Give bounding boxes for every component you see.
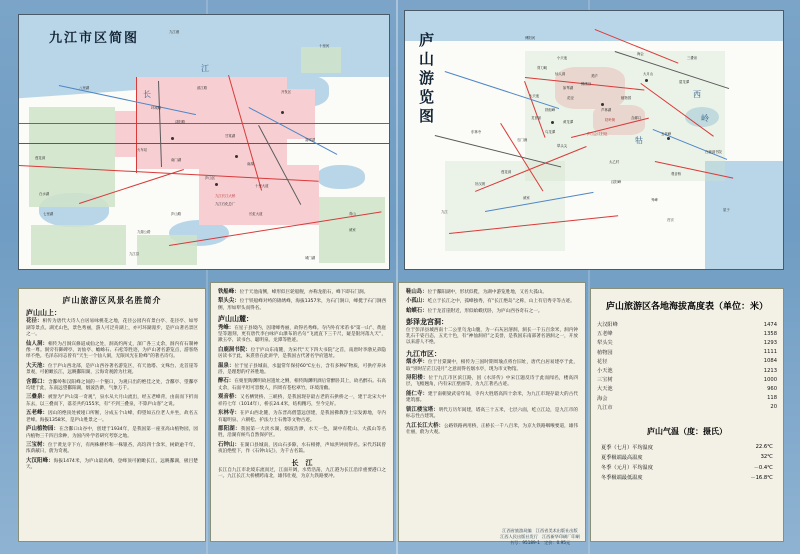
map-right-label-13: 如琴湖 xyxy=(563,86,574,90)
map-right-label-16: 植物园 xyxy=(621,96,632,100)
map-right-label-10: 乌龙潭 xyxy=(545,130,556,134)
map-right-label-27: 威家 xyxy=(523,196,530,200)
map-right-label-18: 石门涧 xyxy=(517,138,528,142)
entry: 五老峰：因山的绝顶处被垭口所断，分成五个山峰，仰望如五位老人并坐，故名五老峰。海拔1358米，是庐山胜景之一。 xyxy=(26,410,198,423)
map-right-label-20: 好汉坡 xyxy=(475,182,486,186)
map-left-label-18: 环城路 xyxy=(151,106,162,110)
entry: 浔阳楼：位于九江市区滨江路，因《水浒传》中宋江题反诗于此而闻名，楼高四层，飞檐翘角，内有宋江壁画等，为九江著名古迹。 xyxy=(406,375,578,388)
entry: 白鹿洞书院：位于庐山东南麓，为宋代“天下四大书院”之首，南唐时李渤兄弟隐居读书于此，朱熹曾在此讲学，是我国古代著名学府遗址。 xyxy=(218,346,386,360)
map-left-big-label-1: 江 xyxy=(201,64,211,73)
map-right-label-25: 归宗 xyxy=(667,218,674,222)
map-left-label-24: 青山 xyxy=(349,212,356,216)
map-right-label-9: 大天池 xyxy=(529,94,540,98)
map-left-label-14: 莲花洞 xyxy=(35,156,46,160)
map-right-label-7: 白鹿洞书院 xyxy=(705,150,722,154)
map-lushan-tour[interactable] xyxy=(404,10,784,270)
entry: 醉石：在栗里陶渊明故居遗址之侧，相传陶渊明酒后常醉卧其上，故名醉石。石高丈余，石面平坦可容数人，四周有苍松翠竹，环境清幽。 xyxy=(218,378,386,391)
entry: 花径：相传为唐代大诗人白居易咏桃花之地，花径公园内有景白亭、花径亭、如琴湖等景点。湖光山色，景色秀丽，游人可泛舟湖上，亦可环湖漫步，是庐山著名景区之一。 xyxy=(26,318,198,338)
map-right-label-32: 铁船峰 xyxy=(545,108,556,112)
entry: 三叠泉：被誉为“庐山第一奇观”，泉水从大月山流出，经五老峰背，由南而下折而东去，以三叠而下，落差共约155米，有“不到三叠泉，不算庐山客”之说。 xyxy=(26,394,198,407)
map-right-label-0: 大月山 xyxy=(643,72,654,76)
map-left-label-20: 十里大道 xyxy=(255,184,269,188)
map-right-label-19: 剪刀峡 xyxy=(537,66,548,70)
entry: 锁江楼宝塔：明代万历年间建，塔高三十五米，七层六面，屹立江边，是九江市的标志性古建筑。 xyxy=(406,406,578,420)
map-right-big-label-0: 西 xyxy=(693,90,703,99)
map-left-label-6: 九江长江大桥 xyxy=(215,194,236,198)
footer-line-3: 书号：95189-1 定价：0.95元 xyxy=(509,540,571,545)
map-left-title: 九江市区简图 xyxy=(49,31,140,46)
map-left-label-13: 南门湖 xyxy=(171,158,182,162)
table-row: 夏季极端最高温度 32℃ xyxy=(601,454,773,462)
entry: 大汉阳峰：海拔1474米，为庐山最高峰，登峰顶可俯瞰长江，远眺鄱湖，极目楚天。 xyxy=(26,457,198,471)
map-left-label-19: 滨江路 xyxy=(197,86,208,90)
panel1-section: 庐山山上： xyxy=(26,309,61,317)
table-row: 花径 1084 xyxy=(597,358,777,365)
map-right-label-22: 秀峰 xyxy=(651,198,658,202)
map-right-big-label-1: 岭 xyxy=(701,114,711,123)
map-right-label-29: 牯岭街 xyxy=(605,118,616,122)
map-right-label-14: 美庐 xyxy=(591,74,598,78)
entry: 大天池：位于庐山西北部，是庐山西谷著名游览区，有天池塔、文殊台、龙首崖等景观，可俯瞰长江，远眺鄱阳湖，云海奇观蔚为壮观。 xyxy=(26,362,198,376)
map-left-label-8: 庐山区 xyxy=(205,176,216,180)
map-right-label-36: 碧龙潭 xyxy=(679,80,690,84)
entry: 小孤山：屹立于长江之中，孤峰独秀，有“长江绝岛”之称，山上有启秀寺等古迹。 xyxy=(406,298,575,305)
map-right-label-11: 黄龙潭 xyxy=(563,120,574,124)
panel-altitude-temperature xyxy=(590,288,784,542)
map-right-label-5: 仙人洞 xyxy=(555,72,566,76)
table-row: 冬季极端最低温度 －16.8℃ xyxy=(601,475,773,482)
table-row: 夏季（七月）平均温度 22.6℃ xyxy=(601,444,773,452)
map-right-label-17: 小天池 xyxy=(557,56,568,60)
entry: 温泉：位于星子县城南，水温常年保持60℃左右，含有多种矿物质，可供疗养沐浴，是理想的疗养胜地。 xyxy=(218,362,386,376)
entry: 石钟山：在湖口县城南，因山石多隙，水石相搏，声如洪钟而得名。宋代苏轼曾夜泊绝壁下，作《石钟山记》，为千古名篇。 xyxy=(218,441,386,455)
table-row: 冬季（元月）平均温度 －0.4℃ xyxy=(601,465,773,472)
map-left-label-9: 火车站 xyxy=(137,148,148,152)
map-left-label-25: 威家 xyxy=(349,228,356,232)
map-left-label-22: 九江县 xyxy=(129,252,140,256)
map-left-label-11: 九江石化总厂 xyxy=(215,202,236,206)
map-left-label-2: 南湖 xyxy=(247,162,254,166)
panel2-river-text: 长江自九江市北境东流而过，江面开阔，水势浩荡，九江港为长江沿岸重要港口之一。九江长江大桥横跨南北，雄伟壮观，为京九铁路要冲。 xyxy=(218,467,386,480)
entry: 庐山植物园：在含鄱口山谷中，创建于1934年，是我国第一座亚高山植物园，园内植物三千四百余种，为国内外学者研究考察之地。 xyxy=(26,426,198,439)
map-right-big-label-2: 牯 xyxy=(635,136,645,145)
altitude-table xyxy=(591,320,783,412)
map-left-label-3: 白水湖 xyxy=(39,192,50,196)
map-right-label-15: 庐山会议旧址 xyxy=(587,132,608,136)
entry: 含鄱口：含鄱岭和汉阳峰之间的一个壑口，为观日出的绝佳之处，含鄱亭、望鄱亭均建于此，东南远望鄱阳湖，烟波浩渺，气象万千。 xyxy=(26,378,198,392)
panel3-section: 彭泽龙宫洞： xyxy=(406,318,448,327)
map-right-title: 庐山游览图 xyxy=(419,31,437,125)
panel-mountain-foot xyxy=(210,282,394,542)
map-right-label-2: 含鄱口 xyxy=(631,116,642,120)
map-jiujiang-city[interactable] xyxy=(18,14,390,270)
entry: 犁头尖：位于铁船峰对峙的锦绣峰，海拔1357米，为石门涧口，峰挺于石门涧西侧，形如犁头而得名。 xyxy=(218,298,386,311)
entry: 观音桥：又名栖贤桥、三峡桥，是我国现存最古老的石拱桥之一，建于北宋大中祥符七年（1014年），桥长24.4米，结构精巧，至今完好。 xyxy=(218,394,386,407)
table-row: 大汉阳峰 1474 xyxy=(597,321,777,329)
panel2-section: 庐山山麓： xyxy=(218,315,253,324)
entry: 能仁寺：建于南朝梁武帝年间，寺内大胜塔高四十余米，为九江市现存最大的古代建筑群。 xyxy=(406,390,578,404)
map-right-label-12: 芦林湖 xyxy=(601,108,612,112)
map-right-label-30: 九江 xyxy=(441,210,448,214)
map-right-label-23: 观音桥 xyxy=(671,172,682,176)
table-row: 犁头尖 1293 xyxy=(597,339,777,347)
temperature-table-title: 庐山气温（度：摄氏） xyxy=(647,426,727,436)
map-left-label-7: 浔阳路 xyxy=(175,120,186,124)
table-row: 植物园 1111 xyxy=(597,349,777,356)
map-left-label-1: 甘棠湖 xyxy=(225,134,236,138)
entry: 郡阳湖：我国第一大淡水湖，烟波浩渺，水天一色，湖中有鞋山、大孤山等名胜，沿湖有候鸟自然保护区。 xyxy=(218,425,386,439)
entry: 秀峰：在星子县境内，因诸峰秀丽，故得名秀峰。寺内外有米芾书“第一山”、黄庭坚等题刻，更有唐代李白咏庐山瀑布的名句“飞流直下三千尺，疑是银河落九天”，漱玉亭、读书台、聪明泉、龙潭等胜迹。 xyxy=(218,324,386,344)
map-right-label-6: 三叠泉 xyxy=(687,56,698,60)
table-row: 五老峰 1358 xyxy=(597,330,777,338)
entry: 仙人洞：相传为吕洞宾修道成仙之处，洞高约两丈，深广各三丈余，洞内有石制神像一尊。洞旁有御碑亭、访仙亭、蟾蜍石、石松等胜迹，为庐山著名游览点，游客络绎不绝。毛泽东同志曾有“天生一个仙人洞，无限风光在险峰”的著名诗句。 xyxy=(26,340,198,360)
footer-line-2: 江西人民出版社发行 江西新华印刷厂印刷 xyxy=(500,534,580,539)
map-right-label-3: 花径 xyxy=(567,96,574,100)
entry: 烟水亭：位于甘棠湖中，相传为三国时期周瑜点将台旧址，唐代白居易建亭于此，取“别时茫茫江浸月”之意而得名烟水亭，现为市文物馆。 xyxy=(406,359,578,372)
map-left-label-15: 七里湖 xyxy=(43,212,54,216)
map-left-big-label-0: 长 xyxy=(143,90,153,99)
map-left-label-23: 城门湖 xyxy=(305,256,316,260)
map-left-label-17: 开发区 xyxy=(281,90,292,94)
map-right-label-21: 东林寺 xyxy=(471,130,482,134)
table-row: 九江市 20 xyxy=(597,404,777,411)
map-left-label-12: 九瑞公路 xyxy=(137,230,151,234)
map-right-label-24: 太乙村 xyxy=(609,160,620,164)
map-right-label-28: 海会 xyxy=(637,52,644,56)
map-right-label-1: 五老峰 xyxy=(661,132,672,136)
map-left-label-5: 八里湖 xyxy=(79,86,90,90)
map-right-label-34: 汉阳峰 xyxy=(611,180,622,184)
entry: 东林寺：在庐山西北麓，为东晋高僧慧远创建，是我国佛教净土宗发源地，寺内有聪明泉、六朝松、护法力士石像等文物古迹。 xyxy=(218,410,386,423)
panel2-river-title: 长 江 xyxy=(291,458,313,467)
panel3-section-text: 位于彭泽县城西南十二公里乌龙山腹，为一石灰岩溶洞，洞长一千五百余米，洞内钟乳石千姿百态，五光十色，有“神仙洞府”之美誉，是我国东南部著名溶洞之一，开放以来游人不绝。 xyxy=(406,327,578,346)
panel1-title: 庐山旅游区风景名胜简介 xyxy=(62,296,162,305)
panel3-city-title: 九江市区： xyxy=(406,349,441,358)
map-right-label-33: 犁头尖 xyxy=(557,144,568,148)
altitude-table-title: 庐山旅游区各地海拔高度表（单位：米） xyxy=(605,302,768,312)
map-right-label-31: 星子 xyxy=(723,208,730,212)
entry: 铁船峰：位于天池南侧，峰形似巨轮船舰，亦称龙船石，峰下即石门涧。 xyxy=(218,289,369,295)
table-row: 大天池 960 xyxy=(597,385,777,393)
map-right-label-4: 锦绣谷 xyxy=(581,82,592,86)
table-row: 三宝树 1000 xyxy=(597,376,777,384)
map-left-label-21: 庐山路 xyxy=(171,212,182,216)
footer-line-1: 江西省旅游局编 江西省美术出版社出版 xyxy=(502,528,578,533)
map-right-label-8: 龙首崖 xyxy=(531,116,542,120)
map-right-label-26: 莲花洞 xyxy=(501,170,512,174)
entry: 三宝树：位于黄龙寺下方，有两株柳杉和一株银杏，高均四十余米，树龄逾千年，浓荫蔽日，蔚为奇观。 xyxy=(26,441,198,455)
table-row: 海会 118 xyxy=(597,395,777,402)
map-left-label-4: 十里河 xyxy=(319,44,330,48)
entry: 蛤蟆石：位于龙首崖附近，形似蛤蟆伏卧，为庐山西谷奇石之一。 xyxy=(406,307,543,314)
map-left-label-0: 九江港 xyxy=(169,30,180,34)
map-left-label-10: 长虹大道 xyxy=(249,212,263,216)
map-left-label-16: 赛城湖 xyxy=(305,138,316,142)
panel-scenic-intro xyxy=(18,288,206,542)
entry: 鞋山岛：位于鄱阳湖中，形状似鞋，为湖中游览胜地，又名大孤山。 xyxy=(406,289,548,295)
entry: 九江长江大桥：公路铁路两用桥，正桥长一千八百米，为京九铁路咽喉要道，雄伟壮丽，蔚为大观。 xyxy=(406,422,578,435)
table-row: 小天池 1213 xyxy=(597,367,777,375)
panel-city-intro xyxy=(398,282,586,542)
publication-footer xyxy=(330,528,750,546)
map-right-label-35: 博阳河 xyxy=(525,36,536,40)
